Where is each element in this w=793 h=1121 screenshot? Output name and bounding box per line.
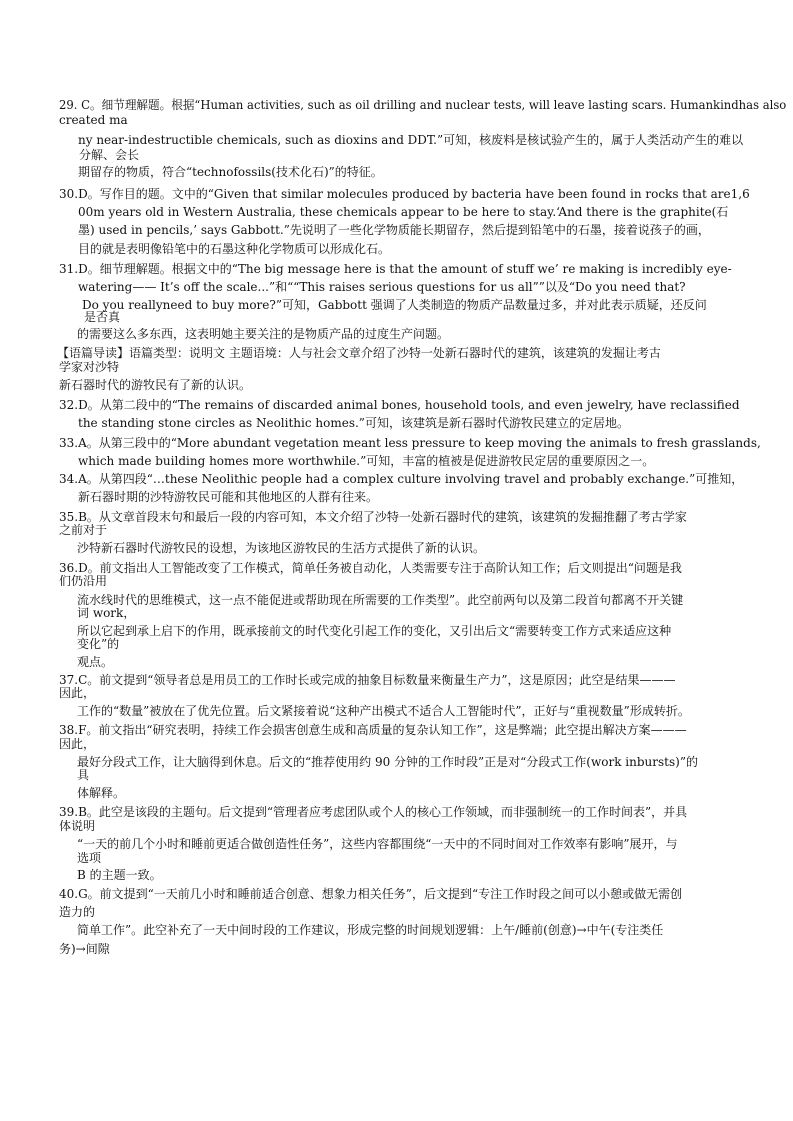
text-line: B 的主题一致。 [77, 868, 162, 882]
text-line: 们仍沿用 [59, 574, 108, 588]
text-line: 40.G。前文提到“一天前几小时和睡前适合创意、想象力相关任务”，后文提到“专注工作时段之间可以小憩或做无需创 [59, 887, 683, 901]
text-line: 36.D。前文指出人工智能改变了工作模式，简单任务被自动化，人类需要专注于高阶认知工作；后文则提出“问题是我 [59, 561, 682, 575]
text-line: 【语篇导读】语篇类型：说明文 主题语境：人与社会文章介绍了沙特一处新石器时代的建筑，该建筑的发掘让考古 [57, 346, 661, 360]
text-line: 造力的 [59, 905, 96, 919]
text-line: 分解、会长 [79, 148, 140, 162]
text-line: 选项 [77, 851, 102, 865]
text-line: 体解释。 [77, 786, 126, 800]
text-line: 00m years old in Western Australia, these chemicals appear to be here to stay.‘And there is the graphite(石 [78, 205, 729, 219]
text-line: 最好分段式工作，让大脑得到休息。后文的“推荐使用约 90 分钟的工作时段”正是对“分段式工作(work inbursts)”的 [77, 755, 698, 769]
text-line: 简单工作”。此空补充了一天中间时段的工作建议，形成完整的时间规划逻辑：上午/睡前(创意)→中午(专注类任 [77, 923, 664, 937]
text-line: 37.C。前文提到“领导者总是用员工的工作时长或完成的抽象目标数量来衡量生产力”，这是原因；此空是结果——— [59, 673, 676, 687]
text-line: 务)→间隙 [59, 942, 110, 956]
text-line: created ma [59, 113, 128, 127]
text-line: 沙特新石器时代游牧民的设想，为该地区游牧民的生活方式提供了新的认识。 [77, 541, 486, 555]
text-line: 变化”的 [77, 637, 120, 651]
text-line: 30.D。写作目的题。文中的“Given that similar molecules produced by bacteria have been found in rocks that are1,6 [59, 187, 750, 201]
text-line: 新石器时代的游牧民有了新的认识。 [59, 378, 252, 392]
text-line: 体说明 [59, 819, 96, 833]
text-line: 38.F。前文指出“研究表明，持续工作会损害创意生成和高质量的复杂认知工作”，这是弊端；此空提出解决方案——— [59, 723, 687, 737]
text-line: 具 [77, 768, 90, 782]
text-line: 目的就是表明像铅笔中的石墨这种化学物质可以形成化石。 [78, 242, 391, 256]
text-line: 学家对沙特 [59, 360, 120, 374]
text-line: 之前对于 [59, 523, 108, 537]
text-line: 工作的“数量”被放在了优先位置。后文紧接着说“这种产出模式不适合人工智能时代”，正好与“重视数量”形成转折。 [77, 704, 690, 718]
text-line: 34.A。从第四段“…these Neolithic people had a complex culture involving travel and probably exchange.”可推知， [59, 472, 744, 486]
text-line: 观点。 [77, 655, 114, 669]
text-line: which made building homes more worthwhile.”可知，丰富的植被是促进游牧民定居的重要原因之一。 [78, 454, 655, 468]
text-line: 新石器时期的沙特游牧民可能和其他地区的人群有往来。 [78, 490, 379, 504]
text-line: 32.D。从第二段中的“The remains of discarded animal bones, household tools, and even jewelry, have reclassified [59, 398, 740, 412]
text-line: 35.B。从文章首段末句和最后一段的内容可知，本文介绍了沙特一处新石器时代的建筑，该建筑的发掘推翻了考古学家 [59, 510, 687, 524]
text-line: 所以它起到承上启下的作用，既承接前文的时代变化引起工作的变化，又引出后文“需要转变工作方式来适应这种 [77, 624, 672, 638]
text-line: Do you reallyneed to buy more?”可知，Gabbott 强调了人类制造的物质产品数量过多，并对此表示质疑，还反问 [82, 298, 707, 312]
text-line: 29. C。细节理解题。根据“Human activities, such as oil drilling and nuclear tests, will leave lasting scars. Humankindhas also [59, 98, 787, 112]
text-line: 因此， [59, 737, 96, 751]
text-line: “一天的前几个小时和睡前更适合做创造性任务”，这些内容都围绕“一天中的不同时间对工作效率有影响”展开，与 [77, 837, 678, 851]
text-line: ny near-indestructible chemicals, such as dioxins and DDT.”可知，核废料是核试验产生的，属于人类活动产生的难以 [78, 133, 744, 147]
text-line: the standing stone circles as Neolithic homes.”可知，该建筑是新石器时代游牧民建立的定居地。 [78, 416, 629, 430]
text-line: watering—— It’s off the scale...”和““This raises serious questions for us all””以及“Do you need that? [78, 280, 686, 294]
text-line: 31.D。细节理解题。根据文中的“The big message here is that the amount of stuff we’ re making is incredibly eye- [59, 262, 732, 276]
text-line: 的需要这么多东西，这表明她主要关注的是物质产品的过度生产问题。 [77, 327, 450, 341]
text-line: 33.A。从第三段中的“More abundant vegetation meant less pressure to keep moving the animals to fresh grasslands, [59, 436, 761, 450]
text-line: 是否真 [84, 310, 121, 324]
text-line: 39.B。此空是该段的主题句。后文提到“管理者应考虑团队或个人的核心工作领域，而非强制统一的工作时间表”，并具 [59, 805, 688, 819]
text-line: 期留存的物质，符合“technofossils(技术化石)”的特征。 [78, 165, 383, 179]
text-line: 流水线时代的思维模式，这一点不能促进或帮助现在所需要的工作类型”。此空前两句以及第二段首句都离不开关键 [77, 593, 684, 607]
text-line: 因此， [59, 686, 96, 700]
text-line: 墨) used in pencils,’ says Gabbott.”先说明了一些化学物质能长期留存，然后提到铅笔中的石墨，接着说孩子的画， [78, 223, 710, 237]
text-line: 词 work， [77, 606, 136, 620]
